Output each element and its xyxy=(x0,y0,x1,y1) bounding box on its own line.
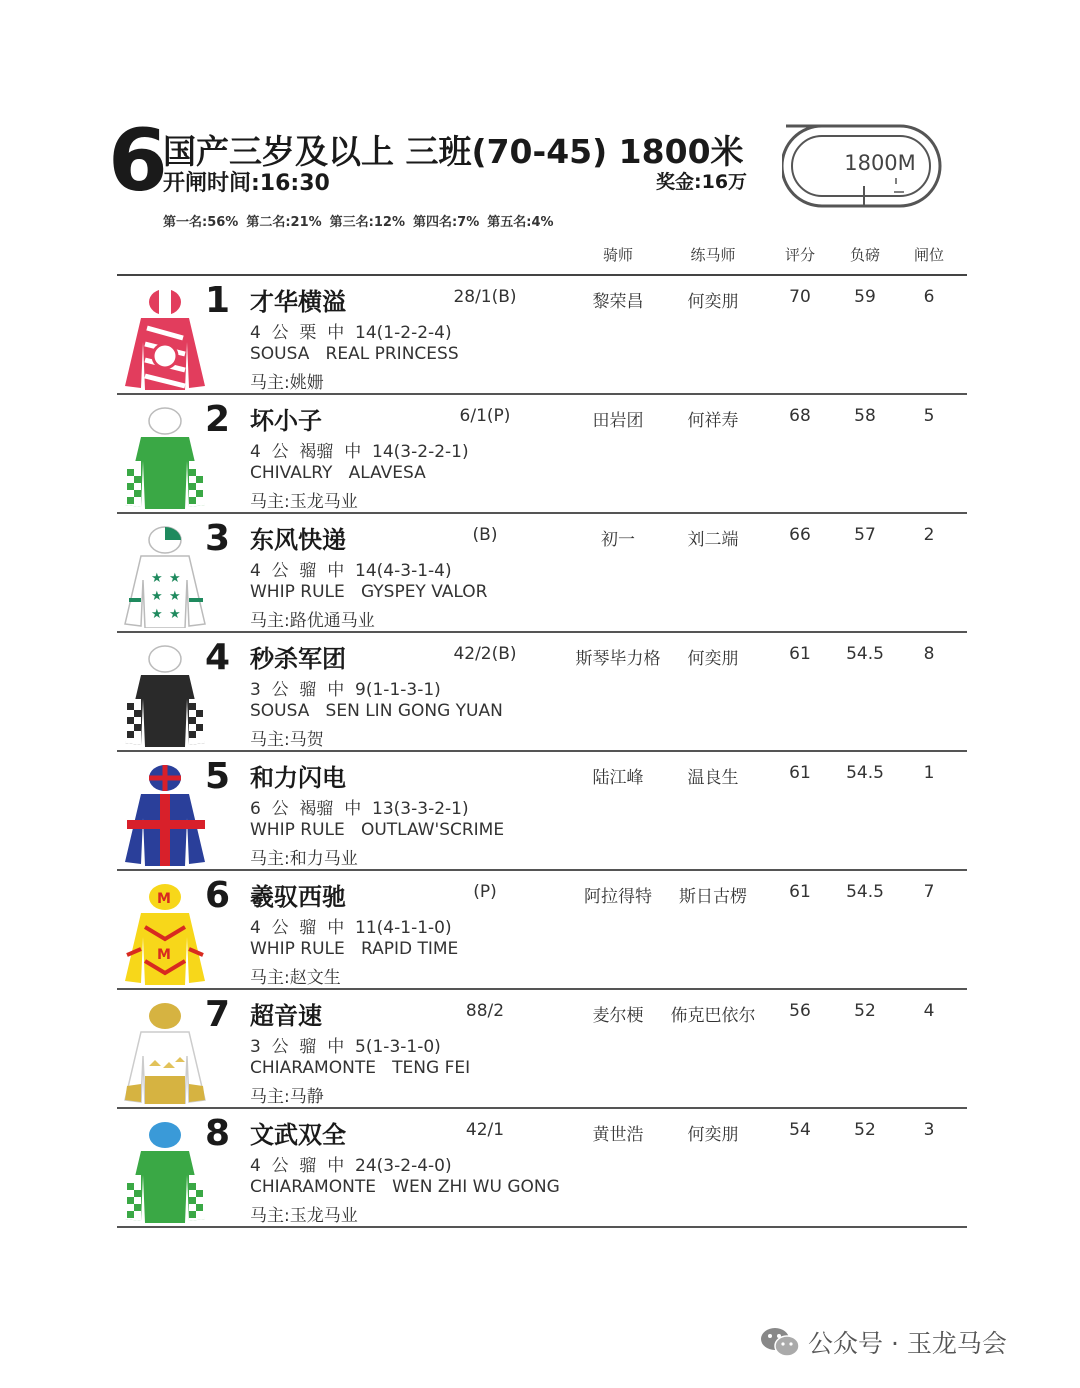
jockey-silks-icon xyxy=(119,520,211,628)
weight: 52 xyxy=(854,1120,876,1140)
header-trainer: 练马师 xyxy=(690,246,736,264)
draw: 7 xyxy=(923,882,935,902)
horse-owner: 马主:马贺 xyxy=(250,730,324,750)
horse-owner: 马主:路优通马业 xyxy=(250,611,375,631)
jockey-name: 黄世浩 xyxy=(592,1125,644,1145)
svg-text:M: M xyxy=(157,891,171,907)
wechat-icon xyxy=(760,1326,800,1358)
table-row xyxy=(117,633,967,752)
horse-odds: 42/1 xyxy=(465,1120,505,1140)
horse-pedigree: CHIVALRY ALAVESA xyxy=(250,463,426,483)
trainer-name: 何奕朋 xyxy=(687,292,739,312)
draw: 6 xyxy=(923,287,935,307)
horse-owner: 马主:马静 xyxy=(250,1087,324,1107)
svg-text:M: M xyxy=(157,947,171,963)
table-row xyxy=(117,276,967,395)
svg-text:★: ★ xyxy=(169,571,181,586)
race-title: 国产三岁及以上 三班(70-45) 1800米 xyxy=(163,132,744,171)
weight: 57 xyxy=(854,525,876,545)
percentage-5: 第五名:4% xyxy=(487,215,554,230)
jockey-silks-icon xyxy=(119,401,211,509)
jockey-silks-icon xyxy=(119,996,211,1104)
horse-odds: 28/1(B) xyxy=(453,287,517,307)
horse-odds: 88/2 xyxy=(465,1001,505,1021)
horse-number: 4 xyxy=(205,637,231,678)
horse-details: 4 公 栗 中 14(1-2-2-4) xyxy=(250,323,452,343)
trainer-name: 斯日古楞 xyxy=(679,887,747,907)
horse-pedigree: WHIP RULE GYSPEY VALOR xyxy=(250,582,488,602)
draw: 4 xyxy=(923,1001,935,1021)
svg-text:★: ★ xyxy=(151,571,163,586)
horse-name: 才华横溢 xyxy=(250,288,346,316)
table-row xyxy=(117,871,967,990)
horse-odds: 6/1(P) xyxy=(459,406,511,426)
horse-owner: 马主:姚姗 xyxy=(250,373,324,393)
horse-name: 秒杀军团 xyxy=(250,645,346,673)
horse-pedigree: WHIP RULE RAPID TIME xyxy=(250,939,459,959)
track-distance-label: 1800M xyxy=(844,151,916,175)
header-draw: 闸位 xyxy=(913,246,944,264)
horse-name: 超音速 xyxy=(250,1002,322,1030)
horse-name: 坏小子 xyxy=(250,407,322,435)
draw: 8 xyxy=(923,644,935,664)
jockey-name: 陆江峰 xyxy=(592,768,644,788)
horse-number: 2 xyxy=(205,399,231,440)
horse-name: 羲驭西驰 xyxy=(250,883,346,911)
trainer-name: 何奕朋 xyxy=(687,649,739,669)
horse-number: 7 xyxy=(205,994,231,1035)
watermark-text: 公众号 · 玉龙马会 xyxy=(808,1329,1007,1358)
weight: 54.5 xyxy=(846,763,884,783)
weight: 54.5 xyxy=(846,882,884,902)
trainer-name: 佈克巴依尔 xyxy=(670,1006,756,1026)
horse-name: 东风快递 xyxy=(250,526,346,554)
horse-details: 3 公 骝 中 5(1-3-1-0) xyxy=(250,1037,441,1057)
horse-odds: (B) xyxy=(472,525,498,545)
rating: 56 xyxy=(789,1001,811,1021)
horse-odds: (P) xyxy=(473,882,497,902)
jockey-silks-icon xyxy=(119,758,211,866)
horse-owner: 马主:赵文生 xyxy=(250,968,341,988)
horse-pedigree: SOUSA SEN LIN GONG YUAN xyxy=(250,701,503,721)
percentage-4: 第四名:7% xyxy=(412,215,480,230)
start-time: 开闸时间:16:30 xyxy=(163,171,330,196)
horse-odds: 42/2(B) xyxy=(453,644,517,664)
header-jockey: 骑师 xyxy=(602,246,633,264)
prize-percentages xyxy=(163,211,554,230)
table-row xyxy=(117,990,967,1109)
percentage-1: 第一名:56% xyxy=(163,215,239,230)
horse-number: 6 xyxy=(205,875,231,916)
jockey-name: 初一 xyxy=(601,530,635,550)
percentage-3: 第三名:12% xyxy=(329,215,405,230)
table-row xyxy=(117,1109,967,1228)
horse-details: 3 公 骝 中 9(1-1-3-1) xyxy=(250,680,441,700)
rating: 61 xyxy=(789,882,811,902)
track-diagram-icon xyxy=(782,122,968,208)
horse-pedigree: CHIARAMONTE TENG FEI xyxy=(250,1058,471,1078)
jockey-silks-icon xyxy=(119,282,211,390)
row-divider xyxy=(117,1226,967,1228)
weight: 59 xyxy=(854,287,876,307)
jockey-name: 田岩团 xyxy=(592,411,644,431)
table-row xyxy=(117,752,967,871)
horse-details: 4 公 骝 中 14(4-3-1-4) xyxy=(250,561,452,581)
horse-details: 4 公 褐骝 中 14(3-2-2-1) xyxy=(250,442,469,462)
header-rating: 评分 xyxy=(784,246,815,264)
prize-money: 奖金:16万 xyxy=(656,171,748,193)
watermark xyxy=(760,1324,1007,1360)
jockey-name: 斯琴毕力格 xyxy=(575,649,661,669)
draw: 2 xyxy=(923,525,935,545)
trainer-name: 何祥寿 xyxy=(687,411,739,431)
jockey-silks-icon xyxy=(119,639,211,747)
horse-number: 1 xyxy=(205,280,231,321)
horse-pedigree: CHIARAMONTE WEN ZHI WU GONG xyxy=(250,1177,560,1197)
table-row xyxy=(117,514,967,633)
horse-owner: 马主:和力马业 xyxy=(250,849,358,869)
horse-details: 6 公 褐骝 中 13(3-3-2-1) xyxy=(250,799,469,819)
rating: 61 xyxy=(789,644,811,664)
horse-pedigree: WHIP RULE OUTLAW'SCRIME xyxy=(250,820,505,840)
trainer-name: 刘二端 xyxy=(687,530,739,550)
jockey-silks-icon xyxy=(119,1115,211,1223)
rating: 61 xyxy=(789,763,811,783)
svg-text:★: ★ xyxy=(151,589,163,604)
jockey-silks-icon xyxy=(119,877,211,985)
trainer-name: 温良生 xyxy=(687,768,739,788)
rating: 68 xyxy=(789,406,811,426)
horse-pedigree: SOUSA REAL PRINCESS xyxy=(250,344,459,364)
table-row xyxy=(117,395,967,514)
rating: 54 xyxy=(789,1120,811,1140)
draw: 5 xyxy=(923,406,935,426)
header-weight: 负磅 xyxy=(849,246,880,264)
jockey-name: 阿拉得特 xyxy=(584,887,652,907)
horse-number: 8 xyxy=(205,1113,231,1154)
svg-text:★: ★ xyxy=(151,607,163,622)
trainer-name: 何奕朋 xyxy=(687,1125,739,1145)
horse-details: 4 公 骝 中 24(3-2-4-0) xyxy=(250,1156,452,1176)
weight: 52 xyxy=(854,1001,876,1021)
horse-name: 和力闪电 xyxy=(250,764,346,792)
horse-number: 5 xyxy=(205,756,231,797)
horse-details: 4 公 骝 中 11(4-1-1-0) xyxy=(250,918,452,938)
race-number: 6 xyxy=(108,111,168,211)
weight: 54.5 xyxy=(846,644,884,664)
svg-text:★: ★ xyxy=(169,589,181,604)
draw: 3 xyxy=(923,1120,935,1140)
jockey-name: 麦尔梗 xyxy=(592,1006,644,1026)
draw: 1 xyxy=(923,763,935,783)
percentage-2: 第二名:21% xyxy=(246,215,322,230)
horse-owner: 马主:玉龙马业 xyxy=(250,1206,358,1226)
rating: 70 xyxy=(789,287,811,307)
horse-number: 3 xyxy=(205,518,231,559)
jockey-name: 黎荣昌 xyxy=(592,292,644,312)
horse-owner: 马主:玉龙马业 xyxy=(250,492,358,512)
rating: 66 xyxy=(789,525,811,545)
svg-text:★: ★ xyxy=(169,607,181,622)
weight: 58 xyxy=(854,406,876,426)
horse-name: 文武双全 xyxy=(250,1121,346,1149)
